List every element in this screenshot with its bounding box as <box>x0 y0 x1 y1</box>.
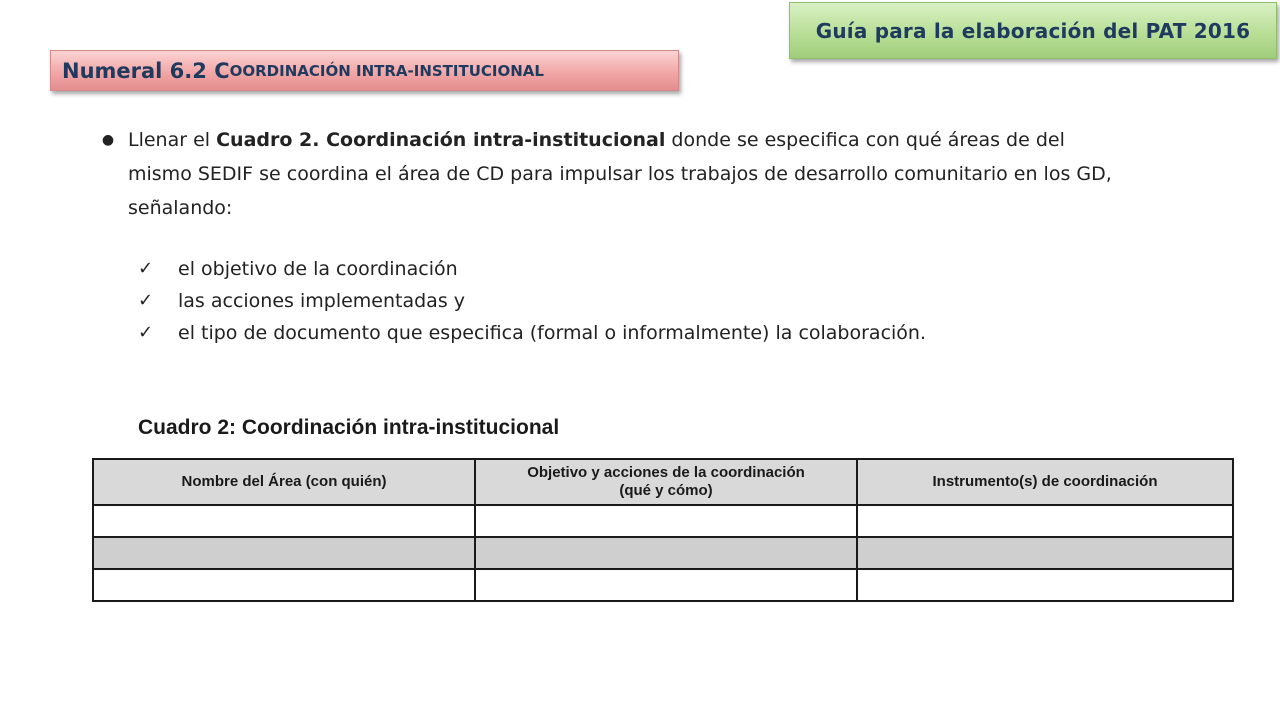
table-cell <box>857 537 1233 569</box>
table-header-row <box>93 459 1233 505</box>
guide-title: Guía para la elaboración del PAT 2016 <box>815 18 1251 43</box>
bullet-content <box>128 123 1118 225</box>
checklist-item <box>138 285 1118 317</box>
table-cell <box>475 505 857 537</box>
table-header-cell <box>475 459 857 505</box>
table-row <box>93 569 1233 601</box>
table-header-text: Objetivo y acciones de la coordinación (qué y cómo) <box>527 464 805 499</box>
table-cell <box>857 569 1233 601</box>
table-header-cell: Nombre del Área (con quién) <box>93 459 475 505</box>
coordination-table <box>92 458 1234 602</box>
section-title-lead: Numeral 6.2 C <box>62 58 230 83</box>
bullet-dot-icon: ● <box>101 132 115 148</box>
table-cell <box>857 505 1233 537</box>
intro-bold: Cuadro 2. Coordinación intra-institucional <box>216 129 666 151</box>
check-mark-icon: ✓ <box>138 290 154 311</box>
check-mark-icon: ✓ <box>138 258 154 279</box>
table-row <box>93 505 1233 537</box>
section-title-banner <box>50 50 679 91</box>
checklist-item-text: las acciones implementadas y <box>178 290 466 312</box>
section-title-rest: OORDINACIÓN INTRA-INSTITUCIONAL <box>229 61 544 80</box>
checklist-item-text: el objetivo de la coordinación <box>178 258 458 280</box>
guide-title-banner <box>789 2 1277 59</box>
checklist-item <box>138 317 1118 349</box>
checklist-item-text: el tipo de documento que especifica (formal o informalmente) la colaboración. <box>178 322 927 344</box>
bullet-item <box>88 123 1118 225</box>
table-cell <box>475 569 857 601</box>
table-cell <box>93 505 475 537</box>
table-cell <box>93 537 475 569</box>
table-header-cell: Instrumento(s) de coordinación <box>857 459 1233 505</box>
table-cell <box>93 569 475 601</box>
intro-suffix: donde se especifica con qué áreas de del mismo SEDIF se coordina el área de CD para impulsar los trabajos de desarrollo comunitario en los GD, señalando: <box>128 129 1112 219</box>
checklist <box>138 253 1118 349</box>
intro-prefix: Llenar el <box>128 129 217 151</box>
table-row <box>93 537 1233 569</box>
table-cell <box>475 537 857 569</box>
body-text <box>88 123 1118 368</box>
checklist-item <box>138 253 1118 285</box>
table-caption: Cuadro 2: Coordinación intra-institucional <box>138 416 560 439</box>
check-mark-icon: ✓ <box>138 322 154 343</box>
